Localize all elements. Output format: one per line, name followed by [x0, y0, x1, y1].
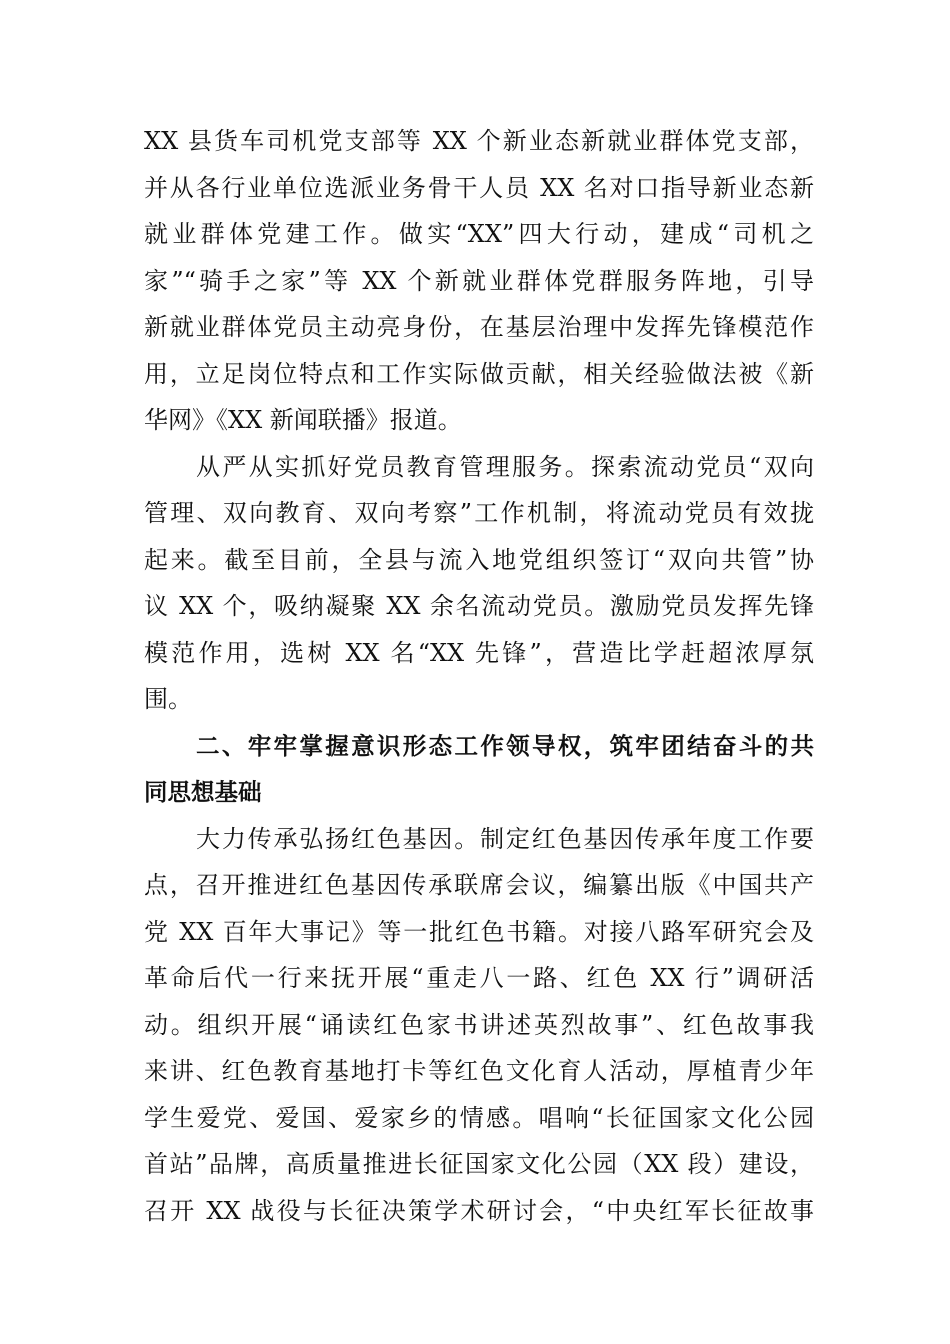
text-line: 革命后代一行来抚开展“重走八一路、红色 XX 行”调研活 [144, 964, 814, 992]
text-line: 首站”品牌，高质量推进长征国家文化公园（XX 段）建设， [144, 1150, 814, 1178]
heading-line: 二、牢牢掌握意识形态工作领导权，筑牢团结奋斗的共 [196, 731, 814, 760]
section-heading-ideology [144, 723, 814, 816]
text-line: 家”“骑手之家”等 XX 个新就业群体党群服务阵地，引导 [144, 266, 814, 295]
text-line: 议 XX 个，吸纳凝聚 XX 余名流动党员。激励党员发挥先锋 [144, 592, 814, 620]
text-line: 管理、双向教育、双向考察”工作机制，将流动党员有效拢 [144, 499, 814, 527]
text-line: 新就业群体党员主动亮身份，在基层治理中发挥先锋模范作 [144, 313, 814, 341]
text-line: 起来。截至目前，全县与流入地党组织签订“双向共管”协 [144, 545, 814, 574]
text-line: 召开 XX 战役与长征决策学术研讨会，“中央红军长征故事 [144, 1196, 814, 1225]
text-line: 模范作用，选树 XX 名“XX 先锋”，营造比学赶超浓厚氛 [144, 638, 814, 667]
text-line: 围。 [144, 685, 192, 713]
text-line: 党 XX 百年大事记》等一批红色书籍。对接八路军研究会及 [144, 917, 814, 946]
text-line: XX 县货车司机党支部等 XX 个新业态新就业群体党支部， [144, 127, 814, 155]
text-line: 动。组织开展“诵读红色家书讲述英烈故事”、红色故事我 [144, 1010, 814, 1039]
paragraph-red-gene [144, 816, 814, 1235]
text-line: 就业群体党建工作。做实“XX”四大行动，建成“司机之 [144, 220, 814, 248]
text-line: 用，立足岗位特点和工作实际做贡献，相关经验做法被《新 [144, 359, 814, 388]
text-line: 学生爱党、爱国、爱家乡的情感。唱响“长征国家文化公园 [144, 1103, 814, 1132]
text-line: 并从各行业单位选派业务骨干人员 XX 名对口指导新业态新 [144, 173, 814, 202]
text-line: 点，召开推进红色基因传承联席会议，编纂出版《中国共产 [144, 871, 814, 899]
paragraph-member-education [144, 444, 814, 723]
text-line: 从严从实抓好党员教育管理服务。探索流动党员“双向 [196, 452, 814, 481]
paragraph-party-branches [144, 118, 814, 444]
text-line: 华网》《XX 新闻联播》报道。 [144, 406, 462, 434]
document-body [144, 118, 814, 1234]
text-line: 大力传承弘扬红色基因。制定红色基因传承年度工作要 [196, 824, 814, 853]
heading-line: 同思想基础 [144, 778, 262, 806]
text-line: 来讲、红色教育基地打卡等红色文化育人活动，厚植青少年 [144, 1057, 814, 1085]
